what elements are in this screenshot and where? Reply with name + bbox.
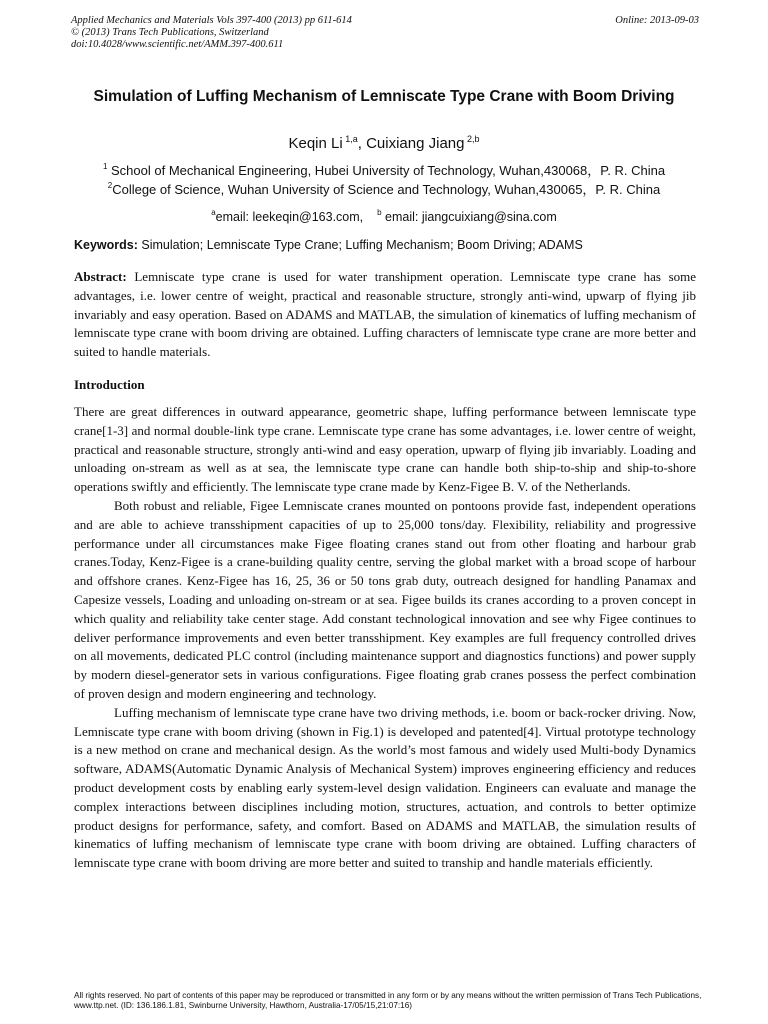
affiliation	[0, 178, 768, 198]
author-name: Keqin Li	[288, 135, 343, 152]
affiliation-number: 2	[107, 181, 113, 190]
email-marker: a	[211, 208, 216, 217]
author-superscript: 1,a	[345, 134, 358, 144]
section-heading: Introduction	[74, 377, 145, 392]
email-marker: b	[377, 208, 382, 217]
copyright-footer: All rights reserved. No part of contents of this paper may be reproduced or transmitted in any form or by any means without the written permission of Trans Tech Publications, www.ttp.net. (ID: 136.186.1.81, Swinburne University, Hawthorn, Australia-17/05/15,21:07:16)	[74, 991, 702, 1010]
abstract-label: Abstract:	[74, 269, 127, 284]
affiliation-text: School of Mechanical Engineering, Hubei University of Technology, Wuhan,430068，P. R. China	[111, 163, 666, 178]
author-separator: ,	[357, 135, 367, 152]
keywords-label: Keywords:	[74, 238, 138, 252]
copyright-line: © (2013) Trans Tech Publications, Switzerland	[71, 27, 269, 38]
affiliation-text: College of Science, Wuhan University of Science and Technology, Wuhan,430065，P. R. China	[112, 182, 661, 197]
keywords-text: Simulation; Lemniscate Type Crane; Luffing Mechanism; Boom Driving; ADAMS	[141, 238, 583, 252]
online-date: Online: 2013-09-03	[615, 15, 699, 26]
keywords	[74, 237, 696, 253]
abstract	[74, 268, 696, 362]
paper-title: Simulation of Luffing Mechanism of Lemniscate Type Crane with Boom Driving	[93, 88, 675, 105]
introduction-body	[74, 403, 696, 873]
journal-citation: Applied Mechanics and Materials Vols 397-400 (2013) pp 611-614	[71, 15, 352, 26]
affiliation-number: 1	[102, 162, 108, 171]
paragraph: There are great differences in outward appearance, geometric shape, luffing performance between lemniscate type crane[1-3] and normal double-link type crane. Lemniscate type crane has some advantages, i.e. lower centre of weight, practical and reasonable structure, strongly anti-wind and easy operation, upwarp of flying jib invariably. Loading and unloading on-stream as well as at sea, the lemniscate type crane can handle both ship-to-ship and ship-to-shore operations swiftly and efficiently. The lemniscate type crane made by Kenz-Figee B. V. of the Netherlands.	[74, 404, 696, 495]
email-a: email: leekeqin@163.com,	[215, 210, 364, 224]
paragraph: Both robust and reliable, Figee Lemniscate cranes mounted on pontoons provide fast, independent operations and are able to achieve transshipment capacities of up to 25,000 tons/day. Flexibility, reliability and progressive performance under all circumstances make Figee floating cranes stand out from other floating and harbour grab cranes.Today, Kenz-Figee is a crane-building quality centre, serving the global market with a broad scope of harbour and offshore cranes. Kenz-Figee has 16, 25, 36 or 50 tons grab duty, outreach designed for handling Panamax and Capesize vessels, Loading and unloading on-stream or at sea. Figee builds its cranes according to a proven concept in which quality and reliability take center stage. Add constant technological innovation and see why Figee continues to deliver performance improvements and even better transshipment. Key examples are full frequency controlled drives on all movements, dedicated PLC control (including maintenance support and diagnostics functions) and power supply by modern diesel-generator sets in various configurations. Figee floating grab cranes possess the perfect combination of proven design and modern engineering and technology.	[74, 497, 696, 701]
email-line	[0, 205, 768, 225]
author-name: Cuixiang Jiang	[366, 135, 465, 152]
paragraph: Luffing mechanism of lemniscate type crane have two driving methods, i.e. boom or back-rocker driving. Now, Lemniscate type crane with boom driving (shown in Fig.1) is developed and patented[4]. Virtual prototype technology is a new method on crane and mechanical design. As the world’s most famous and widely used Multi-body Dynamics software, ADAMS(Automatic Dynamic Analysis of Mechanical System) improves engineering efficiency and reduces product development costs by enabling early system-level design validation. Engineers can evaluate and manage the complex interactions between disciplines including motion, structures, actuation, and controls to better optimize product designs for performance, safety, and comfort. Based on ADAMS and MATLAB, the simulation results of kinematics of luffing mechanism of lemniscate type crane with boom driving are obtained. Luffing characters of lemniscate type crane with boom driving are more better and suited to tranship and handle materials efficiently.	[74, 704, 696, 871]
email-b: email: jiangcuixiang@sina.com	[385, 210, 557, 224]
doi-line: doi:10.4028/www.scientific.net/AMM.397-400.611	[71, 39, 284, 50]
author-superscript: 2,b	[467, 134, 480, 144]
journal-header	[71, 15, 699, 51]
affiliation	[0, 159, 768, 179]
author-list	[0, 130, 768, 153]
abstract-text: Lemniscate type crane is used for water transhipment operation. Lemniscate type crane has some advantages, i.e. lower centre of weight, practical and reasonable structure, strongly anti-wind, upwarp of flying jib invariably and easy operation. Based on ADAMS and MATLAB, the simulation of kinematics of luffing mechanism of lemniscate type crane with boom driving are obtained. Luffing characters of lemniscate type crane are more better and suited to handle materials.	[74, 269, 697, 360]
